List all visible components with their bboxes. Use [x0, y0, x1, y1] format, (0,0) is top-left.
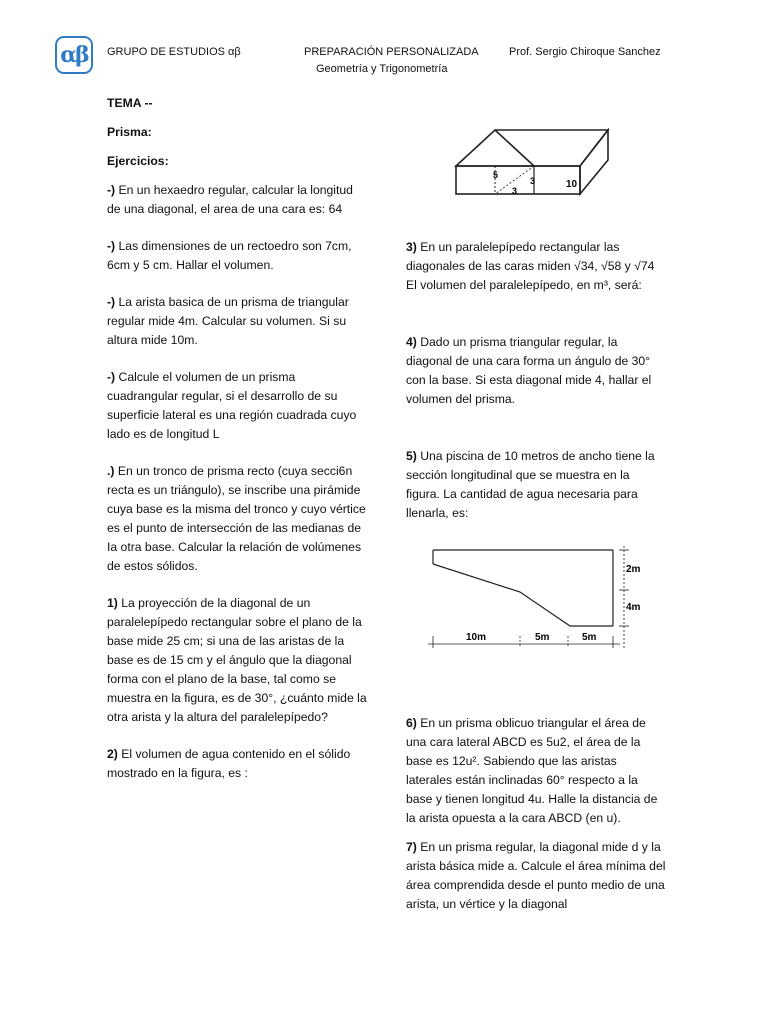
exercise-item: -) En un hexaedro regular, calcular la longitud de una diagonal, el area de una cara es: 64: [107, 183, 353, 216]
exercise-item: 3) En un paralelepípedo rectangular las diagonales de las caras miden √34, √58 y √74 El volumen del paralelepípedo, en m³, será:: [406, 240, 655, 292]
prism-heading: Prisma:: [107, 125, 152, 139]
prism-height2-label: 3: [530, 176, 536, 186]
pool-depth-2-label: 4m: [626, 602, 641, 613]
pool-length-2-label: 5m: [535, 632, 550, 643]
prism-figure: [448, 124, 638, 204]
prism-width-label: 3: [512, 186, 518, 196]
prism-length-label: 10: [566, 179, 578, 190]
exercise-item: -) Las dimensiones de un rectoedro son 7cm, 6cm y 5 cm. Hallar el volumen.: [107, 239, 352, 272]
exercise-item: 2) El volumen de agua contenido en el sólido mostrado en la figura, es :: [107, 747, 351, 780]
exercise-item: -) Calcule el volumen de un prisma cuadrangular regular, si el desarrollo de su superficie lateral es una región cuadrada cuyo lado es de longitud L: [107, 370, 357, 441]
left-column: [107, 94, 367, 801]
program-title: PREPARACIÓN PERSONALIZADA: [304, 46, 479, 58]
exercise-item: 5) Una piscina de 10 metros de ancho tiene la sección longitudinal que se muestra en la figura. La cantidad de agua necesaria para llenarla, es:: [406, 449, 655, 520]
exercises-heading: Ejercicios:: [107, 154, 169, 168]
alpha-beta-logo-icon: αβ: [55, 36, 93, 74]
pool-depth-1-label: 2m: [626, 564, 641, 575]
subject-title: Geometría y Trigonometría: [316, 63, 448, 75]
exercise-item: 1) La proyección de la diagonal de un paralelepípedo rectangular sobre el plano de la base mide 25 cm; si una de las aristas de la base es de 15 cm y el ángulo que la diagonal forma con el plano de la base, tal como se muestra en la figura, es de 30°, ¿cuánto mide la otra arista y la altura del paralelepípedo?: [107, 596, 367, 724]
exercise-item: 6) En un prisma oblicuo triangular el área de una cara lateral ABCD es 5u2, el área de la base es 12u². Sabiendo que las aristas laterales están inclinadas 60° respecto a la base y tienen longitud 4u. Halle la distancia de la arista opuesta a la cara ABCD (en u).: [406, 716, 658, 825]
prism-height-label: 5: [493, 170, 499, 180]
exercise-item: -) La arista basica de un prisma de triangular regular mide 4m. Calcular su volumen. Si su altura mide 10m.: [107, 295, 349, 347]
exercise-item: 4) Dado un prisma triangular regular, la diagonal de una cara forma un ángulo de 30° con la base. Si esta diagonal mide 4, hallar el volumen del prisma.: [406, 335, 652, 406]
pool-section-figure: [420, 540, 650, 658]
teacher-name: Prof. Sergio Chiroque Sanchez: [509, 46, 661, 58]
exercise-item: 7) En un prisma regular, la diagonal mide d y la arista básica mide a. Calcule el área mínima del área comprendida desde el punto medio de una arista, un vértice y la diagonal: [406, 840, 666, 911]
group-name: GRUPO DE ESTUDIOS αβ: [107, 46, 241, 58]
exercise-item: .) En un tronco de prisma recto (cuya secci6n recta es un triángulo), se inscribe una pirámide cuya base es la misma del tronco y cuyo vértice es el punto de intersección de las medianas de Ia otra base. Calcular la relación de volúmenes de estos sólidos.: [107, 464, 366, 573]
pool-length-1-label: 10m: [466, 632, 487, 643]
topic-heading: TEMA --: [107, 96, 153, 110]
pool-length-3-label: 5m: [582, 632, 597, 643]
